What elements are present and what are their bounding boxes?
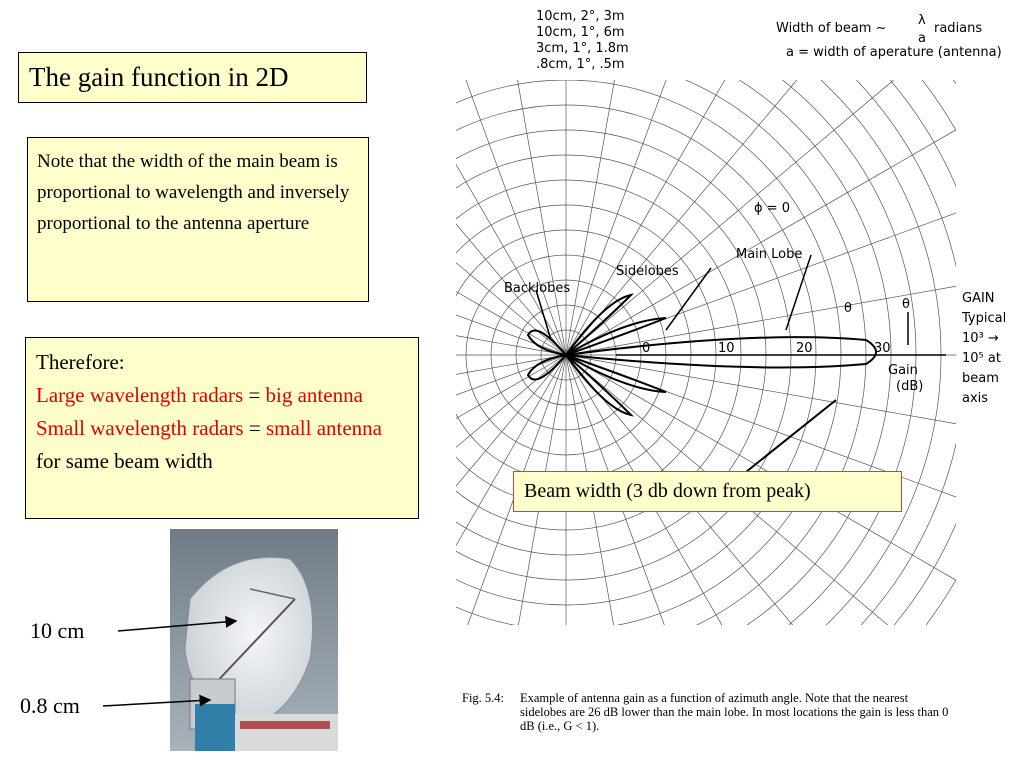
phi-label: ϕ = 0 xyxy=(754,201,791,216)
scale-10: 10 xyxy=(718,341,735,356)
therefore-line-1 xyxy=(36,379,410,412)
table-row: .8cm, 1°, .5m xyxy=(536,57,625,72)
table-row: 10cm, 2°, 3m xyxy=(536,9,625,24)
polar-gain-figure xyxy=(456,0,1024,740)
main-lobe-label: Main Lobe xyxy=(736,247,803,262)
therefore-box xyxy=(25,337,419,519)
same-beam-width-text: for same beam width xyxy=(36,449,213,473)
table-row: 10cm, 1°, 6m xyxy=(536,25,625,40)
gain-label: Gain xyxy=(888,363,918,378)
grid-spoke xyxy=(566,46,934,355)
label-10cm: 10 cm xyxy=(30,618,85,643)
label-0-8cm: 0.8 cm xyxy=(20,693,80,718)
small-antenna-text: small antenna xyxy=(265,416,382,440)
grid-spoke xyxy=(566,355,875,723)
small-wavelength-text: Small wavelength radars xyxy=(36,416,244,440)
grid-spoke xyxy=(566,355,730,740)
scale-30: 30 xyxy=(874,341,891,356)
grid-spoke xyxy=(483,355,566,740)
side-note-line: Typical xyxy=(962,311,1007,326)
beam-width-arrow xyxy=(736,400,836,480)
grid-spoke xyxy=(456,355,566,438)
therefore-line-2 xyxy=(36,412,410,478)
aperture-note: a = width of aperature (antenna) xyxy=(786,45,1002,60)
backlobes-label: Backlobes xyxy=(504,281,571,296)
side-note-line: 10³ → xyxy=(962,331,999,346)
grid-spoke xyxy=(566,355,806,740)
width-of-beam-note: Width of beam ~ xyxy=(776,21,887,36)
beam-width-text: Beam width (3 db down from peak) xyxy=(524,480,811,502)
scale-20: 20 xyxy=(796,341,813,356)
therefore-heading: Therefore: xyxy=(36,350,125,374)
side-note-line: 10⁵ at xyxy=(962,351,1001,366)
theta-label: θ xyxy=(902,297,910,312)
polar-grid xyxy=(456,0,1024,740)
sidelobe-shape xyxy=(566,355,631,415)
caption-text: Example of antenna gain as a function of azimuth angle. Note that the nearest sidelobes are 26 dB lower than the main lobe. In most locations the gain is less than 0 dB (i.e., G < 1). xyxy=(520,691,949,733)
grid-spoke xyxy=(566,272,1024,355)
note-box xyxy=(27,137,369,302)
slide-title-text: The gain function in 2D xyxy=(29,62,289,92)
caption-label: Fig. 5.4: xyxy=(462,691,505,705)
radar-antenna-photo xyxy=(170,529,338,751)
equals-sign: = xyxy=(243,416,266,440)
sidelobe-shape xyxy=(566,295,631,355)
slide-title xyxy=(18,52,367,103)
a-symbol: a xyxy=(918,31,926,46)
side-note-line: axis xyxy=(962,391,989,406)
beam-width-label xyxy=(513,471,902,512)
gain-pattern xyxy=(528,255,946,480)
radians-note: radians xyxy=(934,21,983,36)
note-text: Note that the width of the main beam is proportional to wavelength and inversely proportional to the antenna aperture xyxy=(37,151,350,234)
table-row: 3cm, 1°, 1.8m xyxy=(536,41,629,56)
sidelobes-label: Sidelobes xyxy=(616,264,679,279)
side-note-line: beam xyxy=(962,371,999,386)
side-note-line: GAIN xyxy=(962,291,995,306)
large-wavelength-text: Large wavelength radars xyxy=(36,383,244,407)
grid-spoke xyxy=(456,355,566,723)
grid-spoke xyxy=(566,355,649,740)
db-label: (dB) xyxy=(896,379,924,394)
lambda-symbol: λ xyxy=(918,13,926,28)
theta-label: θ xyxy=(844,301,852,316)
big-antenna-text: big antenna xyxy=(265,383,363,407)
figure-caption xyxy=(462,691,962,733)
equals-sign: = xyxy=(243,383,266,407)
main-lobe-pointer xyxy=(786,255,811,330)
grid-spoke xyxy=(566,115,982,355)
scale-0: 0 xyxy=(642,341,651,356)
